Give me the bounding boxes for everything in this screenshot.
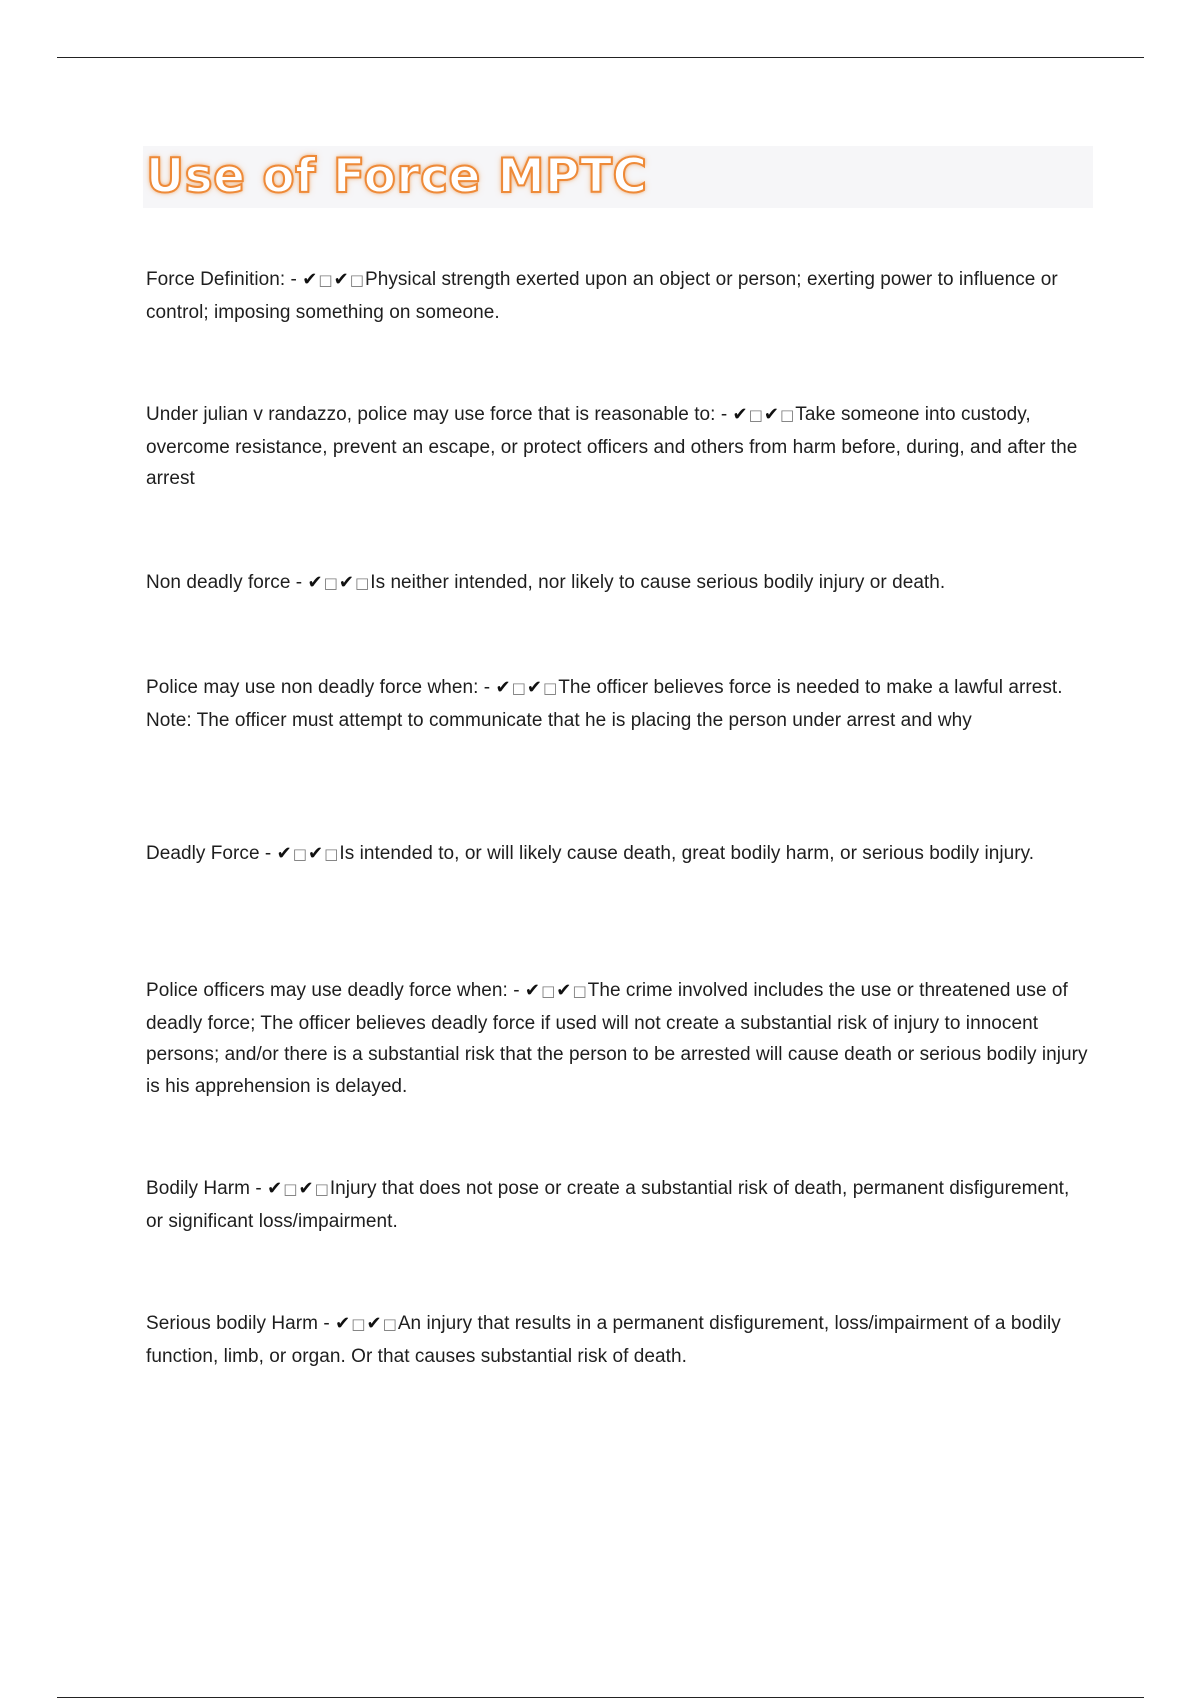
box-icon: □ (292, 845, 307, 863)
entry-definition: Is intended to, or will likely cause death, great bodily harm, or serious bodily injury. (339, 843, 1035, 864)
entry-definition: The crime involved includes the use or threatened use of deadly force; The officer believes deadly force if used will not create a substantial risk of injury to innocent persons; and/or there is a substantial risk that the person to be arrested will cause death or serious bodily injury is his apprehension is delayed. (146, 980, 1088, 1097)
top-rule (57, 57, 1144, 58)
check-icon: ✔ (298, 1178, 314, 1199)
check-icon: ✔ (366, 1313, 382, 1334)
box-icon: □ (382, 1315, 397, 1333)
check-icon: ✔ (333, 269, 349, 290)
entry-definition: Is neither intended, nor likely to cause serious bodily injury or death. (370, 572, 946, 593)
entry-term: Non deadly force - (146, 572, 308, 593)
check-icon: ✔ (267, 1178, 283, 1199)
entry-definition: Injury that does not pose or create a substantial risk of death, permanent disfigurement, or significant loss/impairment. (146, 1178, 1070, 1232)
entry-julian-v-randazzo (146, 399, 1091, 495)
entry-deadly-force-when (146, 975, 1091, 1102)
box-icon: □ (572, 982, 587, 1000)
entry-term: Force Definition: - (146, 269, 303, 290)
box-icon: □ (349, 271, 364, 289)
check-icon: ✔ (732, 404, 748, 425)
box-icon: □ (323, 574, 338, 592)
check-icon: ✔ (556, 980, 572, 1001)
box-icon: □ (318, 271, 333, 289)
entry-non-deadly-force (146, 567, 1091, 600)
entry-deadly-force (146, 838, 1091, 871)
box-icon: □ (351, 1315, 366, 1333)
check-icon: ✔ (526, 677, 542, 698)
check-icon: ✔ (308, 843, 324, 864)
check-icon: ✔ (763, 404, 780, 425)
entry-term: Deadly Force - (146, 843, 277, 864)
entry-term: Bodily Harm - (146, 1178, 268, 1199)
entry-non-deadly-force-when (146, 672, 1091, 736)
entry-definition: The officer believes force is needed to make a lawful arrest. Note: The officer must attempt to communicate that he is placing the person under arrest and why (146, 677, 1063, 731)
document-title: Use of Force MPTC (146, 149, 648, 204)
entry-definition: An injury that results in a permanent disfigurement, loss/impairment of a bodily function, limb, or organ. Or that causes substantial risk of death. (146, 1313, 1061, 1367)
entry-term: Police officers may use deadly force when: - (146, 980, 525, 1001)
box-icon: □ (355, 574, 370, 592)
check-icon: ✔ (524, 980, 541, 1001)
box-icon: □ (314, 1180, 329, 1198)
bottom-rule (57, 1697, 1144, 1698)
check-icon: ✔ (276, 843, 292, 864)
box-icon: □ (541, 982, 556, 1000)
box-icon: □ (283, 1180, 298, 1198)
box-icon: □ (748, 406, 763, 424)
check-icon: ✔ (307, 572, 323, 593)
entry-force-definition (146, 264, 1091, 328)
box-icon: □ (511, 679, 526, 697)
entry-term: Under julian v randazzo, police may use force that is reasonable to: - (146, 404, 733, 425)
entry-bodily-harm (146, 1173, 1091, 1237)
check-icon: ✔ (495, 677, 511, 698)
entry-term: Police may use non deadly force when: - (146, 677, 496, 698)
check-icon: ✔ (335, 1313, 351, 1334)
entry-serious-bodily-harm (146, 1308, 1091, 1372)
check-icon: ✔ (338, 572, 354, 593)
check-icon: ✔ (302, 269, 318, 290)
entry-definition: Take someone into custody, overcome resistance, prevent an escape, or protect officers and others from harm before, during, and after the arrest (146, 404, 1078, 489)
box-icon: □ (324, 845, 339, 863)
box-icon: □ (542, 679, 558, 697)
entry-definition: Physical strength exerted upon an object or person; exerting power to influence or control; imposing something on someone. (146, 269, 1058, 323)
entry-term: Serious bodily Harm - (146, 1313, 336, 1334)
box-icon: □ (780, 406, 795, 424)
